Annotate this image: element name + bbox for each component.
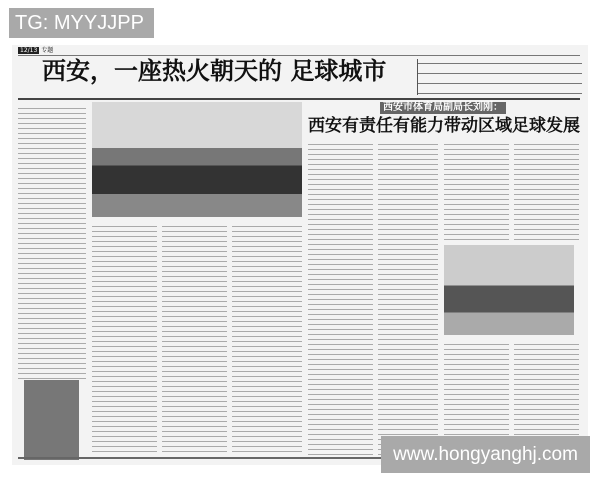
watermark-bottom: www.hongyanghj.com — [381, 436, 590, 473]
article-column — [18, 105, 86, 380]
article-column — [514, 141, 579, 240]
article-column — [232, 223, 302, 455]
divider — [18, 98, 580, 100]
subheadline: 西安有责任有能力带动区域足球发展 — [308, 116, 580, 136]
intro-text — [417, 59, 582, 95]
article-column — [162, 223, 227, 455]
watermark-top: TG: MYYJJPP — [9, 8, 154, 38]
page-header — [18, 46, 580, 56]
newspaper-page — [12, 45, 588, 465]
article-column — [92, 223, 157, 455]
article-column — [444, 141, 509, 240]
page-number: 12/13 — [20, 47, 38, 54]
headline: 西安，一座热火朝天的 足球城市 — [42, 56, 387, 85]
team-photo — [92, 102, 302, 217]
portrait-photo — [24, 380, 79, 460]
article-column — [308, 141, 373, 455]
section-label: 专题 — [41, 47, 54, 54]
match-photo — [444, 245, 574, 335]
subheadline-kicker: 西安市体育局副局长刘刚： — [380, 102, 506, 114]
article-column — [378, 141, 438, 455]
